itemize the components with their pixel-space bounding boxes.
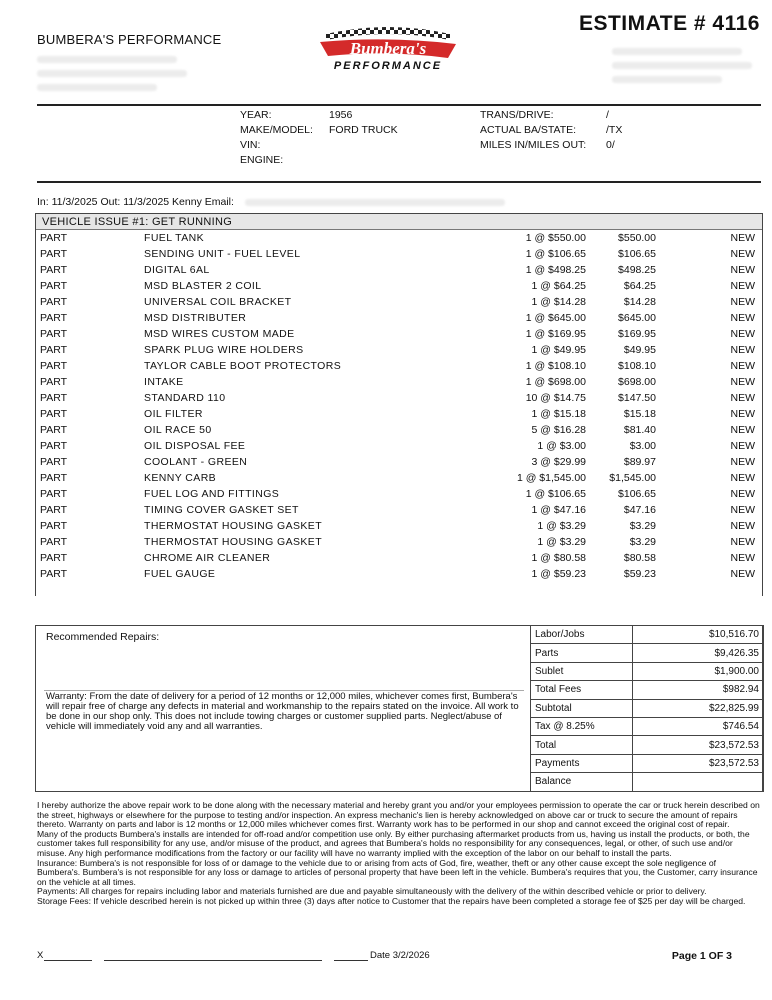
table-row (36, 406, 762, 422)
totals-value: $22,825.99 (633, 699, 764, 717)
totals-label: Parts (531, 644, 633, 662)
table-row (36, 390, 762, 406)
totals-label: Total (531, 736, 633, 754)
parts-list (35, 213, 763, 596)
date-line (334, 960, 368, 961)
part-total: $81.40 (623, 424, 656, 436)
table-row (36, 358, 762, 374)
part-type: PART (40, 424, 68, 436)
part-type: PART (40, 520, 68, 532)
totals-row (531, 626, 764, 644)
redacted-address (37, 56, 187, 98)
part-qty-price: 1 @ $47.16 (531, 504, 586, 516)
part-total: $89.97 (623, 456, 656, 468)
part-qty-price: 1 @ $3.29 (537, 520, 586, 532)
part-condition: NEW (730, 312, 755, 324)
totals-row (531, 736, 764, 754)
part-type: PART (40, 328, 68, 340)
part-qty-price: 1 @ $108.10 (525, 360, 586, 372)
terms-paragraph: I hereby authorize the above repair work to be done along with the necessary material and hereby grant you and/or your employees permission to operate the car or truck herein described on the street, highways or elsewhere for the purpose to testing and/or inspection. An express mechanic's lien is hereby acknowledged on above car or truck to secure the amount of repairs thereto. Warranty on parts and labor is 12 months or 12,000 miles whichever comes first. Warranty work has to be performed in our shop and cannot exceed the original cost of repair. (37, 800, 760, 830)
recommended-repairs-title: Recommended Repairs: (46, 631, 160, 643)
part-description: SPARK PLUG WIRE HOLDERS (144, 344, 304, 356)
part-description: TAYLOR CABLE BOOT PROTECTORS (144, 360, 342, 372)
summary-box (35, 625, 763, 792)
part-qty-price: 1 @ $80.58 (531, 552, 586, 564)
part-total: $147.50 (618, 392, 656, 404)
totals-row (531, 773, 764, 791)
part-total: $645.00 (618, 312, 656, 324)
totals-value: $23,572.53 (633, 736, 764, 754)
totals-row (531, 717, 764, 735)
part-type: PART (40, 264, 68, 276)
part-type: PART (40, 232, 68, 244)
engine-value (329, 153, 398, 168)
totals-table (530, 625, 764, 792)
part-condition: NEW (730, 296, 755, 308)
year-value: 1956 (329, 109, 353, 121)
part-total: $106.65 (618, 248, 656, 260)
part-type: PART (40, 504, 68, 516)
part-condition: NEW (730, 568, 755, 580)
part-type: PART (40, 392, 68, 404)
parts-rows (36, 230, 762, 582)
table-row (36, 374, 762, 390)
part-description: MSD BLASTER 2 COIL (144, 280, 262, 292)
part-condition: NEW (730, 344, 755, 356)
part-condition: NEW (730, 328, 755, 340)
trans-label: TRANS/DRIVE: (480, 109, 554, 121)
part-type: PART (40, 312, 68, 324)
part-type: PART (40, 536, 68, 548)
totals-label: Labor/Jobs (531, 626, 633, 644)
part-condition: NEW (730, 440, 755, 452)
part-qty-price: 5 @ $16.28 (531, 424, 586, 436)
terms-paragraph: Storage Fees: If vehicle described herein is not picked up within three (3) days after notice to Customer that the repairs have been completed a storage fee of $25 per day will be charged. (37, 895, 746, 906)
part-type: PART (40, 440, 68, 452)
terms-paragraph: Payments: All charges for repairs including labor and materials furnished are due and payable simultaneously with the delivery of the within described vehicle or prior to delivery. (37, 886, 707, 897)
part-description: FUEL TANK (144, 232, 205, 244)
part-type: PART (40, 488, 68, 500)
part-description: OIL DISPOSAL FEE (144, 440, 246, 452)
part-qty-price: 1 @ $3.29 (537, 536, 586, 548)
company-logo (318, 18, 458, 74)
drive-values (606, 108, 622, 153)
part-condition: NEW (730, 408, 755, 420)
table-row (36, 310, 762, 326)
miles-label: MILES IN/MILES OUT: (480, 139, 587, 151)
drive-labels (480, 108, 586, 153)
vehicle-labels (240, 108, 313, 168)
table-row (36, 342, 762, 358)
part-description: OIL RACE 50 (144, 424, 212, 436)
part-description: DIGITAL 6AL (144, 264, 210, 276)
terms-paragraph: Many of the products Bumbera's installs are intended for off-road and/or competition use only. By either purchasing aftermarket products from us, having us install the products, or both, the customer takes full responsibility for any use, and/or misuse of the product, and agrees that Bumbera's holds no responsibility for any consequences, legal, or other, of such use and/or misuse. Any high performance modifications from the factory or our facility will have no warranty implied with the exception of the labor on our behalf to install the parts. (37, 828, 750, 858)
issue-title: VEHICLE ISSUE #1: GET RUNNING (36, 214, 762, 230)
part-total: $14.28 (623, 296, 656, 308)
signature-line-2 (104, 960, 322, 961)
table-row (36, 502, 762, 518)
part-condition: NEW (730, 520, 755, 532)
part-total: $49.95 (623, 344, 656, 356)
part-description: FUEL LOG AND FITTINGS (144, 488, 280, 500)
visit-line: In: 11/3/2025 Out: 11/3/2025 Kenny Email: (37, 196, 234, 208)
part-qty-price: 1 @ $14.28 (531, 296, 586, 308)
part-description: THERMOSTAT HOUSING GASKET (144, 536, 323, 548)
part-type: PART (40, 360, 68, 372)
part-qty-price: 1 @ $15.18 (531, 408, 586, 420)
part-total: $169.95 (618, 328, 656, 340)
part-condition: NEW (730, 248, 755, 260)
totals-row (531, 662, 764, 680)
engine-label: ENGINE: (240, 154, 284, 166)
part-qty-price: 1 @ $49.95 (531, 344, 586, 356)
vehicle-divider (37, 181, 761, 183)
part-total: $108.10 (618, 360, 656, 372)
actual-state-value: /TX (606, 124, 623, 136)
totals-label: Tax @ 8.25% (531, 717, 633, 735)
terms-paragraph: Insurance: Bumbera's is not responsible for loss of or damage to the vehicle due to or arising from acts of God, fire, weather, theft or any other cause except the sole negligence of Bumbera's. Bumbera's is not responsible for any loss or damage to articles of personal property that have been left in the vehicle. Bumbera's requires that you, the Customer, carry insurance on the vehicle at all times. (37, 857, 758, 887)
part-qty-price: 1 @ $698.00 (525, 376, 586, 388)
part-qty-price: 1 @ $169.95 (525, 328, 586, 340)
totals-label: Sublet (531, 662, 633, 680)
totals-value: $1,900.00 (633, 662, 764, 680)
table-row (36, 470, 762, 486)
part-description: THERMOSTAT HOUSING GASKET (144, 520, 323, 532)
part-condition: NEW (730, 280, 755, 292)
part-description: COOLANT - GREEN (144, 456, 248, 468)
totals-row (531, 699, 764, 717)
totals-label: Payments (531, 754, 633, 772)
part-total: $698.00 (618, 376, 656, 388)
actual-state-label: ACTUAL BA/STATE: (480, 124, 577, 136)
totals-row (531, 754, 764, 772)
terms-text (37, 801, 761, 907)
totals-label: Total Fees (531, 681, 633, 699)
part-description: KENNY CARB (144, 472, 217, 484)
part-condition: NEW (730, 264, 755, 276)
totals-value: $982.94 (633, 681, 764, 699)
signature-line-1 (44, 960, 92, 961)
totals-row (531, 644, 764, 662)
part-condition: NEW (730, 456, 755, 468)
part-qty-price: 1 @ $498.25 (525, 264, 586, 276)
part-total: $80.58 (623, 552, 656, 564)
part-description: CHROME AIR CLEANER (144, 552, 271, 564)
part-condition: NEW (730, 504, 755, 516)
part-description: STANDARD 110 (144, 392, 226, 404)
part-description: MSD WIRES CUSTOM MADE (144, 328, 295, 340)
part-description: INTAKE (144, 376, 184, 388)
part-type: PART (40, 344, 68, 356)
part-qty-price: 10 @ $14.75 (525, 392, 586, 404)
part-condition: NEW (730, 552, 755, 564)
trans-value: / (606, 109, 609, 121)
table-row (36, 486, 762, 502)
part-condition: NEW (730, 488, 755, 500)
vin-label: VIN: (240, 139, 261, 151)
table-row (36, 246, 762, 262)
part-description: FUEL GAUGE (144, 568, 216, 580)
table-row (36, 278, 762, 294)
table-row (36, 230, 762, 246)
totals-value: $746.54 (633, 717, 764, 735)
totals-label: Balance (531, 773, 633, 791)
part-condition: NEW (730, 536, 755, 548)
part-type: PART (40, 552, 68, 564)
header-divider (37, 104, 761, 106)
part-qty-price: 1 @ $59.23 (531, 568, 586, 580)
part-total: $59.23 (623, 568, 656, 580)
part-total: $1,545.00 (609, 472, 656, 484)
redacted-email (245, 199, 505, 213)
estimate-title: ESTIMATE # 4116 (578, 12, 760, 35)
date-label: Date 3/2/2026 (370, 950, 430, 961)
table-row (36, 262, 762, 278)
part-condition: NEW (730, 424, 755, 436)
signature-x: X (37, 950, 44, 961)
part-type: PART (40, 376, 68, 388)
warranty-text: Warranty: From the date of delivery for a period of 12 months or 12,000 miles, whichever comes first, Bumbera's will repair free of charge any defects in material and workmanship to the repairs stated on the invoice. All work to be done in our shop only. This does not include towing charges or customer supplied parts. Neglect/abuse of vehicle will immediately void any and all warranties. (46, 691, 519, 732)
part-qty-price: 3 @ $29.99 (531, 456, 586, 468)
table-row (36, 566, 762, 582)
part-condition: NEW (730, 232, 755, 244)
part-total: $3.29 (629, 520, 656, 532)
table-row (36, 534, 762, 550)
part-total: $15.18 (623, 408, 656, 420)
part-total: $106.65 (618, 488, 656, 500)
make-model-value: FORD TRUCK (329, 124, 398, 136)
table-row (36, 550, 762, 566)
part-description: SENDING UNIT - FUEL LEVEL (144, 248, 301, 260)
vin-value (329, 138, 398, 153)
part-total: $498.25 (618, 264, 656, 276)
table-row (36, 326, 762, 342)
table-row (36, 438, 762, 454)
company-name: BUMBERA'S PERFORMANCE (37, 32, 222, 47)
page-number: Page 1 OF 3 (671, 950, 732, 962)
part-total: $3.00 (629, 440, 656, 452)
table-row (36, 422, 762, 438)
logo-subtitle: PERFORMANCE (333, 60, 443, 72)
part-type: PART (40, 408, 68, 420)
part-qty-price: 1 @ $645.00 (525, 312, 586, 324)
part-qty-price: 1 @ $106.65 (525, 488, 586, 500)
part-total: $47.16 (623, 504, 656, 516)
part-type: PART (40, 568, 68, 580)
vehicle-values (329, 108, 398, 168)
part-type: PART (40, 248, 68, 260)
year-label: YEAR: (240, 109, 272, 121)
part-condition: NEW (730, 392, 755, 404)
part-type: PART (40, 456, 68, 468)
table-row (36, 454, 762, 470)
totals-label: Subtotal (531, 699, 633, 717)
part-description: OIL FILTER (144, 408, 203, 420)
part-qty-price: 1 @ $64.25 (531, 280, 586, 292)
part-condition: NEW (730, 472, 755, 484)
part-total: $64.25 (623, 280, 656, 292)
part-type: PART (40, 472, 68, 484)
part-condition: NEW (730, 360, 755, 372)
table-row (36, 294, 762, 310)
part-qty-price: 1 @ $3.00 (537, 440, 586, 452)
part-qty-price: 1 @ $1,545.00 (516, 472, 586, 484)
miles-value: 0/ (606, 139, 615, 151)
make-model-label: MAKE/MODEL: (240, 124, 313, 136)
totals-row (531, 681, 764, 699)
redacted-customer (612, 48, 752, 90)
part-qty-price: 1 @ $106.65 (525, 248, 586, 260)
part-description: MSD DISTRIBUTER (144, 312, 247, 324)
totals-value: $23,572.53 (633, 754, 764, 772)
part-description: UNIVERSAL COIL BRACKET (144, 296, 292, 308)
part-condition: NEW (730, 376, 755, 388)
logo-wordmark: Bumbera's (349, 39, 427, 58)
part-type: PART (40, 280, 68, 292)
part-type: PART (40, 296, 68, 308)
table-row (36, 518, 762, 534)
part-qty-price: 1 @ $550.00 (525, 232, 586, 244)
totals-value (633, 773, 764, 791)
totals-value: $9,426.35 (633, 644, 764, 662)
part-total: $3.29 (629, 536, 656, 548)
totals-value: $10,516.70 (633, 626, 764, 644)
part-description: TIMING COVER GASKET SET (144, 504, 299, 516)
part-total: $550.00 (618, 232, 656, 244)
